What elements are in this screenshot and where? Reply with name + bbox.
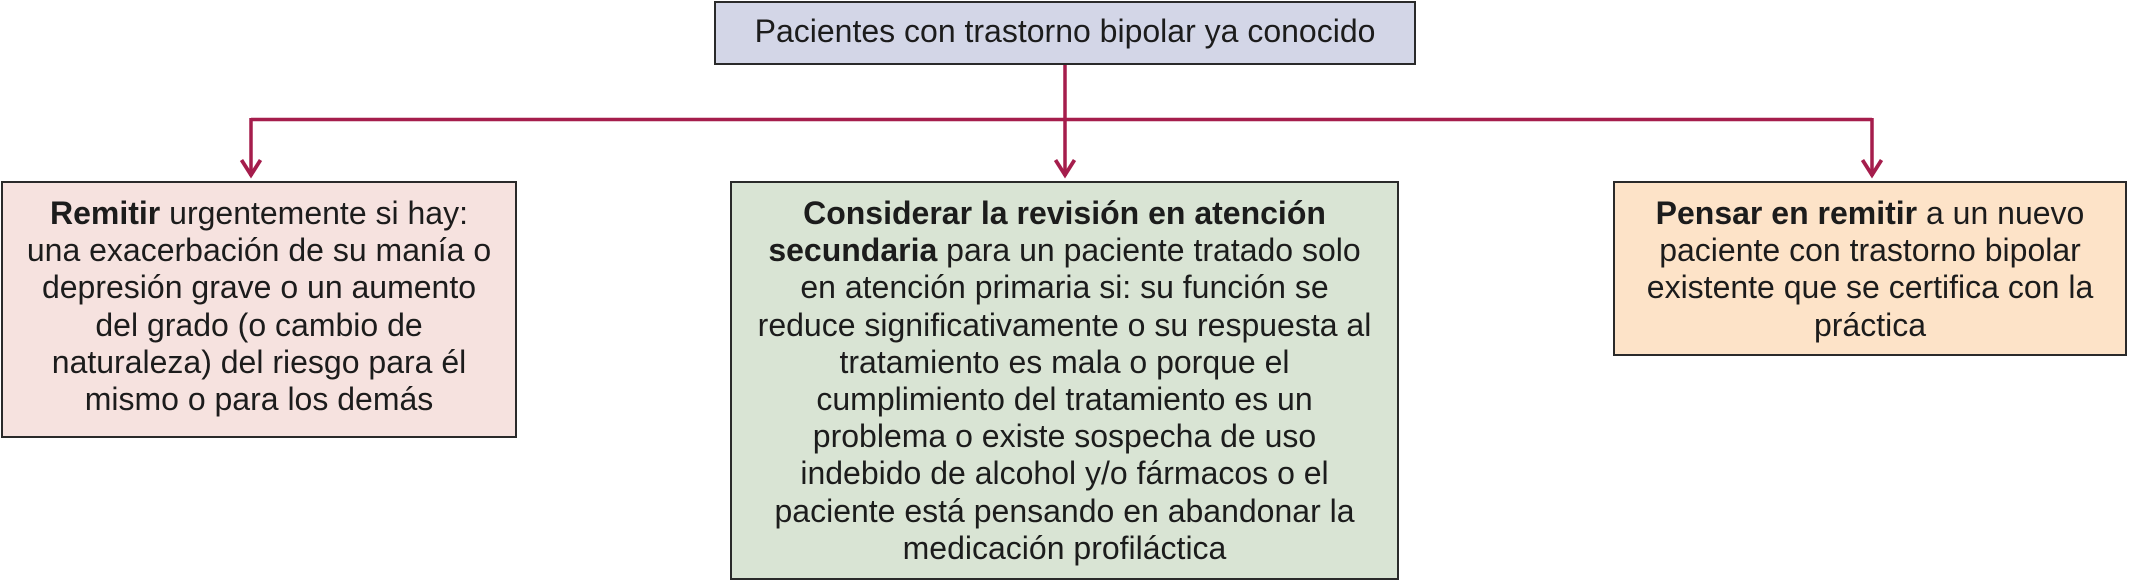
revision-line-4: reduce significativamente o su respuesta al [757,306,1372,343]
pensar-line-2: paciente con trastorno bipolar [1659,232,2081,269]
revision-line-1 [732,195,1397,232]
center-arrowhead [1056,160,1075,175]
remitir-line-1 [3,195,515,232]
revision-line-3: en atención primaria si: su función se [800,269,1329,306]
pensar-line-4: práctica [1813,306,1927,343]
revision-node [730,181,1399,580]
pensar-line-3: existente que se certifica con la [1646,269,2094,306]
revision-lead-2: secundaria [768,232,938,269]
connector-group [242,65,1882,176]
remitir-line-4: del grado (o cambio de [95,306,423,343]
pensar-line-1 [1615,195,2125,232]
root-label: Pacientes con trastorno bipolar ya conocido [754,12,1376,49]
revision-line-5: tratamiento es mala o porque el [839,343,1290,380]
right-arrowhead [1863,160,1882,175]
revision-line-9: paciente está pensando en abandonar la [774,492,1355,529]
revision-line-6: cumplimiento del tratamiento es un [816,381,1313,418]
remitir-lead-rest: urgentemente si hay: [169,195,468,231]
revision-line-2 [732,232,1397,269]
revision-lead-rest: para un paciente tratado solo [946,232,1361,269]
left-arrowhead [242,160,261,175]
root-node [714,1,1416,65]
revision-line-7: problema o existe sospecha de uso [812,418,1317,455]
revision-line-10: medicación profiláctica [902,529,1227,566]
revision-line-8: indebido de alcohol y/o fármacos o el [800,455,1329,492]
pensar-lead: Pensar en remitir [1655,195,1918,231]
remitir-node [1,181,517,438]
pensar-node [1613,181,2127,356]
remitir-lead: Remitir [50,195,161,231]
remitir-line-6: mismo o para los demás [84,381,434,418]
remitir-line-2: una exacerbación de su manía o [26,232,492,269]
remitir-line-3: depresión grave o un aumento [41,269,477,306]
revision-lead-1: Considerar la revisión en atención [803,195,1326,231]
remitir-line-5: naturaleza) del riesgo para él [51,343,467,380]
pensar-lead-rest: a un nuevo [1925,195,2085,231]
